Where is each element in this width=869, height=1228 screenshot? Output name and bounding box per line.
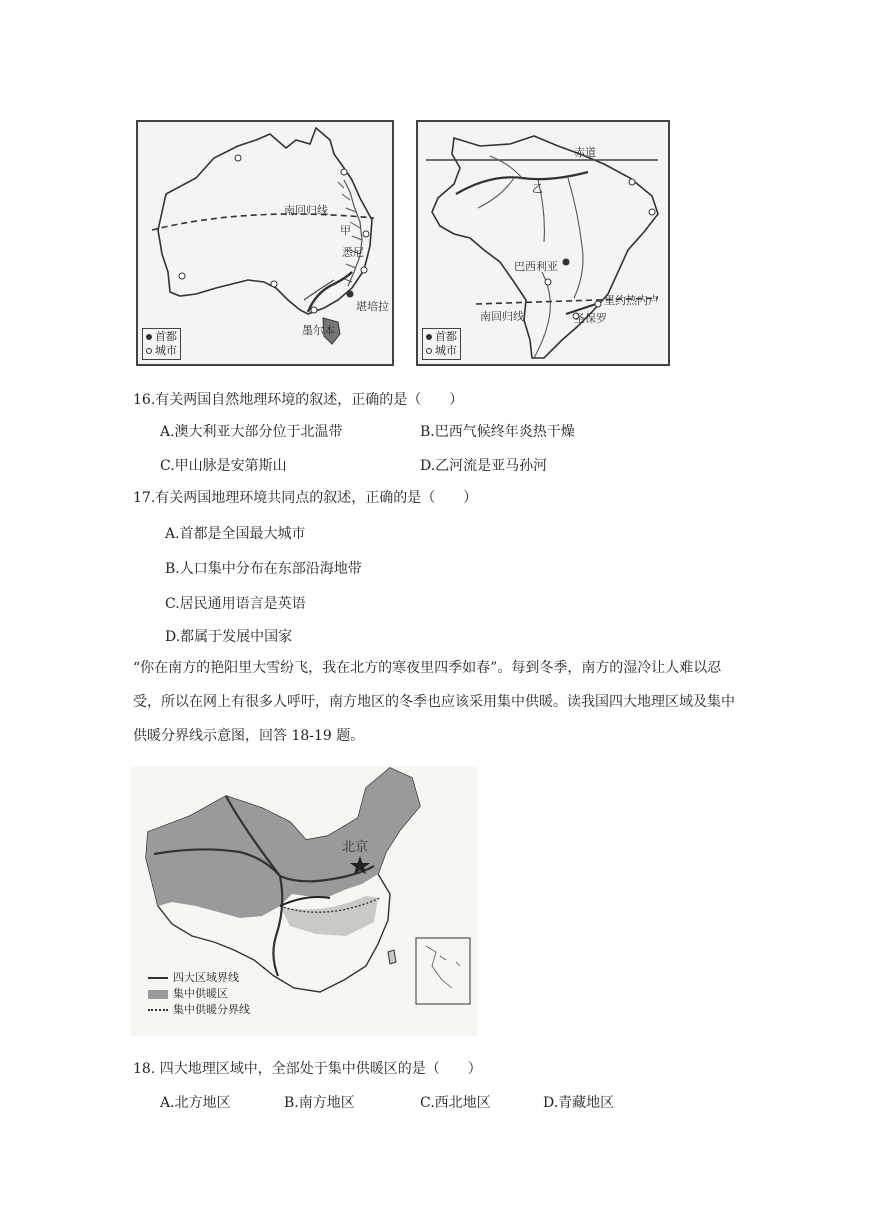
question-16-stem: 16.有关两国自然地理环境的叙述，正确的是（ ）: [133, 392, 464, 408]
q18-option-d[interactable]: D.青藏地区: [543, 1095, 615, 1111]
q16-option-a[interactable]: A.澳大利亚大部分位于北温带: [160, 424, 343, 440]
saopaulo-label: 圣保罗: [574, 312, 607, 325]
q18-option-c[interactable]: C.西北地区: [420, 1095, 491, 1111]
brazil-map: [416, 120, 670, 366]
capital-dot-icon: [146, 334, 152, 340]
reading-passage: “你在南方的艳阳里大雪纷飞，我在北方的寒夜里四季如春”。每到冬季，南方的湿冷让人难以忍受，所以在网上有很多人呼吁，南方地区的冬季也应该采用集中供暖。读我国四大地理区域及集中供暖分界线示意图，回答 18-19 题。: [133, 660, 735, 744]
boundary-line-swatch: [148, 977, 168, 979]
canberra-label: 堪培拉: [356, 300, 389, 313]
city-dot-icon: [146, 348, 152, 354]
q16-option-b[interactable]: B.巴西气候终年炎热干燥: [420, 424, 575, 440]
map-legend: 首都 城市: [422, 328, 461, 360]
equator-label: 赤道: [574, 146, 596, 159]
q17-option-b[interactable]: B.人口集中分布在东部沿海地带: [165, 561, 362, 577]
sydney-label: 悉尼: [342, 246, 364, 259]
question-18-stem: 18. 四大地理区域中，全部处于集中供暖区的是（ ）: [133, 1061, 482, 1077]
q16-option-c[interactable]: C.甲山脉是安第斯山: [160, 458, 287, 474]
river-b-label: 乙: [532, 182, 543, 195]
tropic-label: 南回归线: [284, 204, 328, 217]
q17-option-d[interactable]: D.都属于发展中国家: [165, 629, 293, 645]
china-heating-map: [130, 766, 478, 1036]
q16-option-d[interactable]: D.乙河流是亚马孙河: [420, 458, 548, 474]
tropic-label: 南回归线: [480, 310, 524, 323]
beijing-label: 北京: [342, 840, 369, 855]
q18-option-a[interactable]: A.北方地区: [160, 1095, 231, 1111]
capital-dot-icon: [426, 334, 432, 340]
china-map-legend: 四大区域界线 集中供暖区 集中供暖分界线: [148, 970, 250, 1018]
map-legend: 首都 城市: [142, 328, 181, 360]
question-17-stem: 17.有关两国地理环境共同点的叙述，正确的是（ ）: [133, 490, 478, 506]
range-a-label: 甲: [340, 224, 351, 237]
q18-option-b[interactable]: B.南方地区: [284, 1095, 355, 1111]
australia-map: [136, 120, 394, 366]
q17-option-c[interactable]: C.居民通用语言是英语: [165, 596, 306, 612]
heating-zone-swatch: [148, 990, 168, 999]
rio-label: 里约热内卢: [604, 294, 659, 307]
q17-option-a[interactable]: A.首都是全国最大城市: [165, 526, 306, 542]
brasilia-label: 巴西利亚: [514, 260, 558, 273]
melbourne-label: 墨尔本: [302, 324, 335, 337]
heating-line-swatch: [148, 1009, 168, 1011]
city-dot-icon: [426, 348, 432, 354]
